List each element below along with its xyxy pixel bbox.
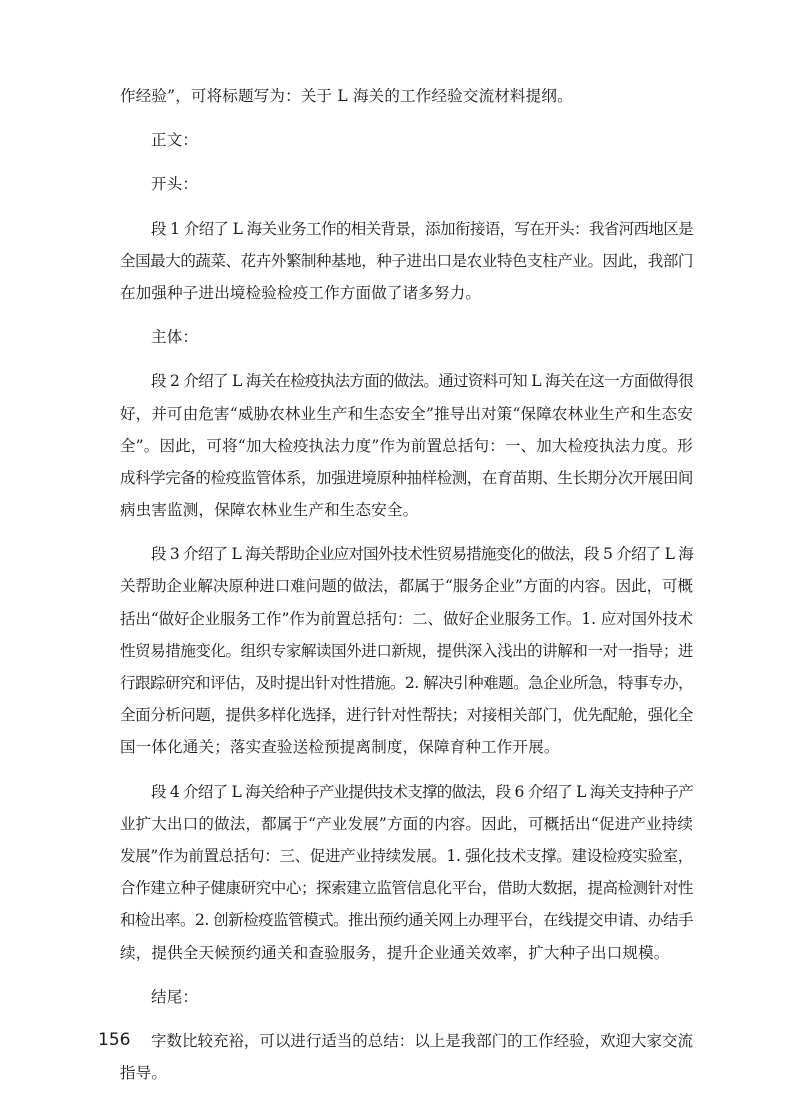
label-ending: 结尾： [151,987,199,1006]
label-main: 主体： [151,328,199,347]
text-line: 指导。 [120,1064,168,1083]
text-line: 发展”作为前置总括句：三、促进产业持续发展。1. 强化技术支撑。建设检疫实验室， [120,846,693,865]
text-line: 续，提供全天候预约通关和查验服务，提升企业通关效率，扩大种子出口规模。 [120,943,670,962]
label-body: 正文： [151,131,199,150]
text-line: 字数比较充裕，可以进行适当的总结：以上是我部门的工作经验，欢迎大家交流 [151,1031,693,1050]
paragraph-4 [120,776,693,969]
text-line: 括出“做好企业服务工作”作为前置总括句：二、做好企业服务工作。1. 应对国外技术 [120,609,693,628]
text-line: 段 3 介绍了 L 海关帮助企业应对国外技术性贸易措施变化的做法，段 5 介绍了 L 海 [151,545,693,564]
text-line: 合作建立种子健康研究中心；探索建立监管信息化平台，借助大数据，提高检测针对性 [120,879,693,898]
text-line: 性贸易措施变化。组织专家解读国外进口新规，提供深入浅出的讲解和一对一指导；进 [120,641,693,660]
text-line: 和检出率。2. 创新检疫监管模式。推出预约通关网上办理平台，在线提交申请、办结手 [120,911,693,930]
paragraph-ending [120,1025,693,1089]
text-line: 段 4 介绍了 L 海关给种子产业提供技术支撑的做法，段 6 介绍了 L 海关支持种子产 [151,782,693,801]
text-line: 全国最大的蔬菜、花卉外繁制种基地，种子进出口是农业特色支柱产业。因此，我部门 [120,251,693,270]
intro-line: 作经验”，可将标题写为：关于 L 海关的工作经验交流材料提纲。 [120,87,573,105]
text-line: 行跟踪研究和评估，及时提出针对性措施。2. 解决引种难题。急企业所急，特事专办， [120,674,693,692]
text-line: 全面分析问题，提供多样化选择，进行针对性帮扶；对接相关部门，优先配舱，强化全 [120,706,693,725]
label-opening: 开头： [151,175,199,194]
paragraph-2 [120,365,693,526]
text-line: 段 1 介绍了 L 海关业务工作的相关背景，添加衔接语，写在开头：我省河西地区是 [151,219,693,238]
paragraph-3 [120,538,693,763]
text-line: 业扩大出口的做法，都属于“产业发展”方面的内容。因此，可概括出“促进产业持续 [120,814,693,833]
text-line: 段 2 介绍了 L 海关在检疫执法方面的做法。通过资料可知 L 海关在这一方面做得很 [151,372,693,391]
document-body [120,80,693,1089]
text-line: 好，并可由危害“威胁农林业生产和生态安全”推导出对策“保障农林业生产和生态安 [120,404,693,423]
text-line: 病虫害监测，保障农林业生产和生态安全。 [120,501,419,520]
text-line: 在加强种子进出境检验检疫工作方面做了诸多努力。 [120,283,482,302]
text-line: 全”。因此，可将“加大检疫执法力度”作为前置总括句：一、加大检疫执法力度。形 [120,436,693,455]
text-line: 国一体化通关；落实查验送检预提离制度，保障育种工作开展。 [120,738,560,757]
page-number: 156 [98,1030,131,1050]
text-line: 关帮助企业解决原种进口难问题的做法，都属于“服务企业”方面的内容。因此，可概 [120,577,693,596]
paragraph-opening [120,213,693,310]
text-line: 成科学完备的检疫监管体系，加强进境原种抽样检测，在育苗期、生长期分次开展田间 [120,468,693,487]
